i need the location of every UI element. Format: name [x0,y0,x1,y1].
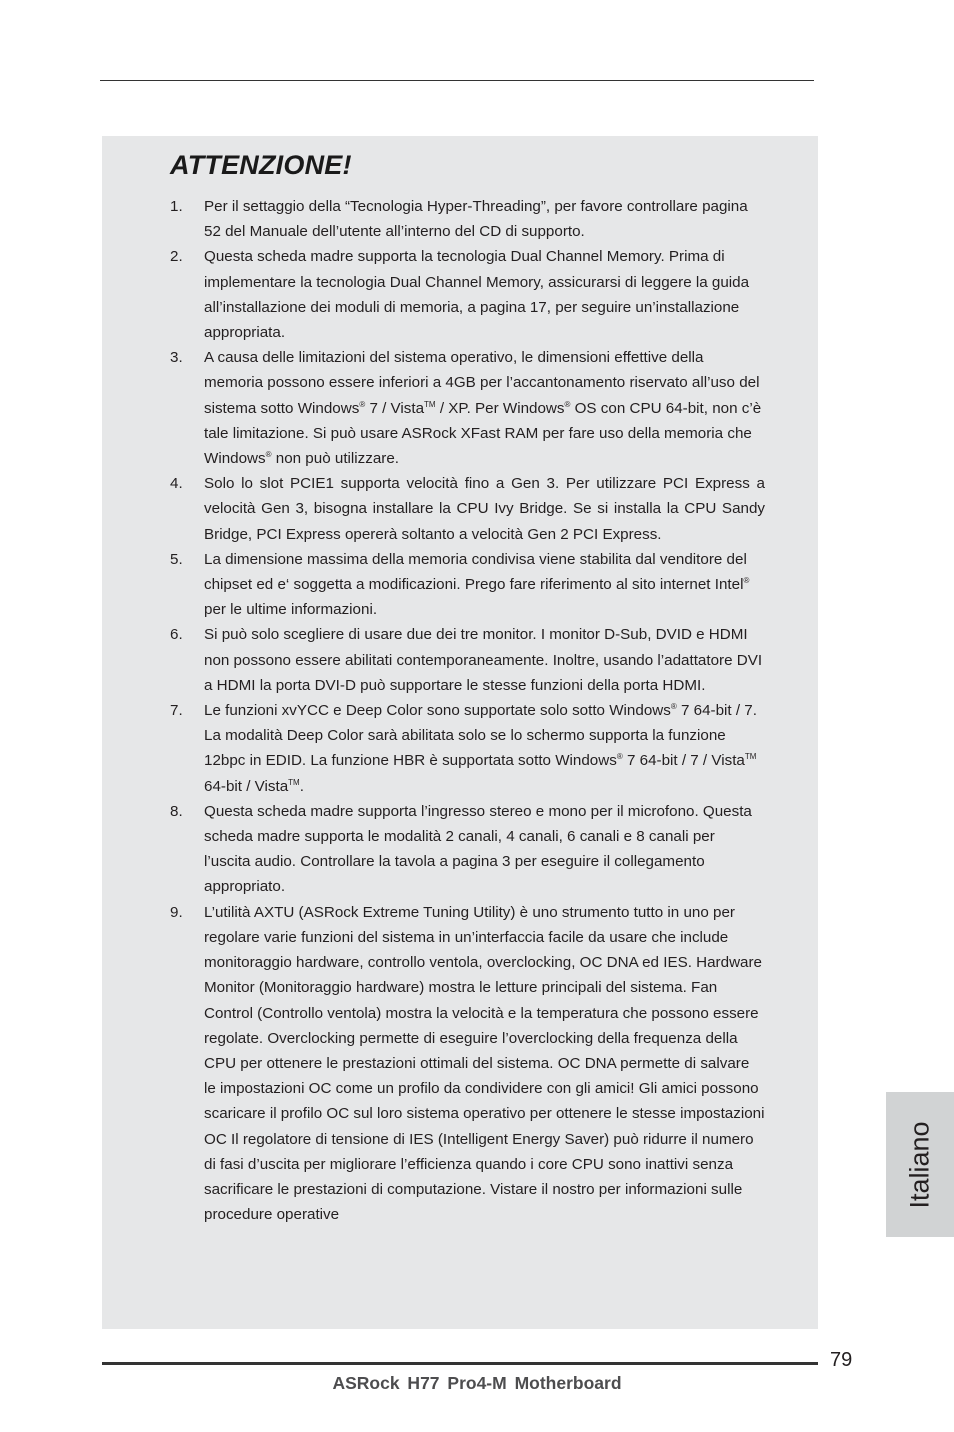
item-text: A causa delle limitazioni del sistema operativo, le dimensioni effettive della memoria possono essere inferiori a 4GB per l’accantonamento riservato all’uso del sistema sotto Windows® 7 / Vista™ / XP. Per Windows® OS con CPU 64-bit, non c’è tale limitazione. Si può usare ASRock XFast RAM per fare uso della memoria che Windows® non può utilizzare. [204,349,762,468]
item-text: Solo lo slot PCIE1 supporta velocità fino a Gen 3. Per utilizzare PCI Express a velocità Gen 3, bisogna installare la CPU Ivy Bridge. Se si installa la CPU Sandy Bridge, PCI Express opererà soltanto a velocità Gen 2 PCI Express. [204,475,765,543]
notice-item-9 [170,900,765,1228]
item-number: 7. [170,702,183,720]
item-text: Questa scheda madre supporta l’ingresso stereo e mono per il microfono. Questa scheda madre supporta le modalità 2 canali, 4 canali, 6 canali e 8 canali per l’uscita audio. Controllare la tavola a pagina 3 per eseguire il collegamento appropriato. [204,802,752,896]
notice-item-8 [170,799,765,900]
item-number: 5. [170,550,183,568]
item-number: 2. [170,248,183,266]
item-text: Per il settaggio della “Tecnologia Hyper-Threading”, per favore controllare pagina 52 del Manuale dell’utente all’interno del CD di supporto. [204,198,748,241]
notice-item-5 [170,547,765,623]
notice-item-1 [170,194,765,244]
language-tab-label: Italiano [904,1120,935,1209]
page-number: 79 [830,1349,853,1371]
notice-list [170,194,765,1227]
top-rule [100,80,814,81]
item-text: L’utilità AXTU (ASRock Extreme Tuning Utility) è uno strumento tutto in uno per regolare varie funzioni del sistema in un’interfaccia facile da usare che include monitoraggio hardware, controllo ventola, overclocking, OC DNA ed IES. Hardware Monitor (Monitoraggio hardware) mostra le letture principali del sistema. Fan Control (Controllo ventola) mostra la velocità e la temperatura che possono essere regolate. Overclocking permette di eseguire l’overclocking della frequenza della CPU per ottenere le prestazioni ottimali del sistema. OC DNA permette di salvare le impostazioni OC come un profilo da condividere con gli amici! Gli amici possono scaricare il profilo OC sul loro sistema operativo per ottenere le stesse impostazioni OC Il regolatore di tensione di IES (Intelligent Energy Saver) può ridurre il numero di fasi d’uscita per migliorare l’efficienza quando i core CPU sono inattivi senza sacrificare le prestazioni di computazione. Vistare il nostro per informazioni sulle procedure operative [204,903,765,1224]
language-tab [886,1092,954,1237]
item-number: 9. [170,903,183,921]
item-text: La dimensione massima della memoria condivisa viene stabilita dal venditore del chipset ed e‘ soggetta a modificazioni. Prego fare riferimento al sito internet Intel® per le ultime informazioni. [204,550,750,619]
notice-item-7 [170,698,765,799]
item-number: 8. [170,802,183,820]
notice-heading: ATTENZIONE! [170,150,352,180]
item-number: 6. [170,626,183,644]
footer-title-text: ASRock H77 Pro4-M Motherboard [332,1373,622,1393]
item-number: 4. [170,475,183,493]
footer-rule [102,1362,818,1365]
item-text: Si può solo scegliere di usare due dei tre monitor. I monitor D-Sub, DVID e HDMI non possono essere abilitati contemporaneamente. Inoltre, usando l’adattatore DVI a HDMI la porta DVI-D può supportare le stesse funzioni della porta HDMI. [204,626,763,694]
notice-item-4 [170,471,765,547]
footer-title [0,1373,954,1394]
item-number: 3. [170,349,183,367]
notice-item-2 [170,244,765,345]
notice-item-3 [170,345,765,471]
item-text: Questa scheda madre supporta la tecnologia Dual Channel Memory. Prima di implementare la tecnologia Dual Channel Memory, assicurarsi di leggere la guida all’installazione dei moduli di memoria, a pagina 17, per seguire un’installazione appropriata. [204,248,750,342]
notice-item-6 [170,622,765,698]
item-number: 1. [170,198,183,215]
item-text: Le funzioni xvYCC e Deep Color sono supportate solo sotto Windows® 7 64-bit / 7. La modalità Deep Color sarà abilitata solo se lo schermo supporta la funzione 12bpc in EDID. La funzione HBR è supportata sotto Windows® 7 64-bit / 7 / Vista™ 64-bit / Vista™. [204,702,757,795]
